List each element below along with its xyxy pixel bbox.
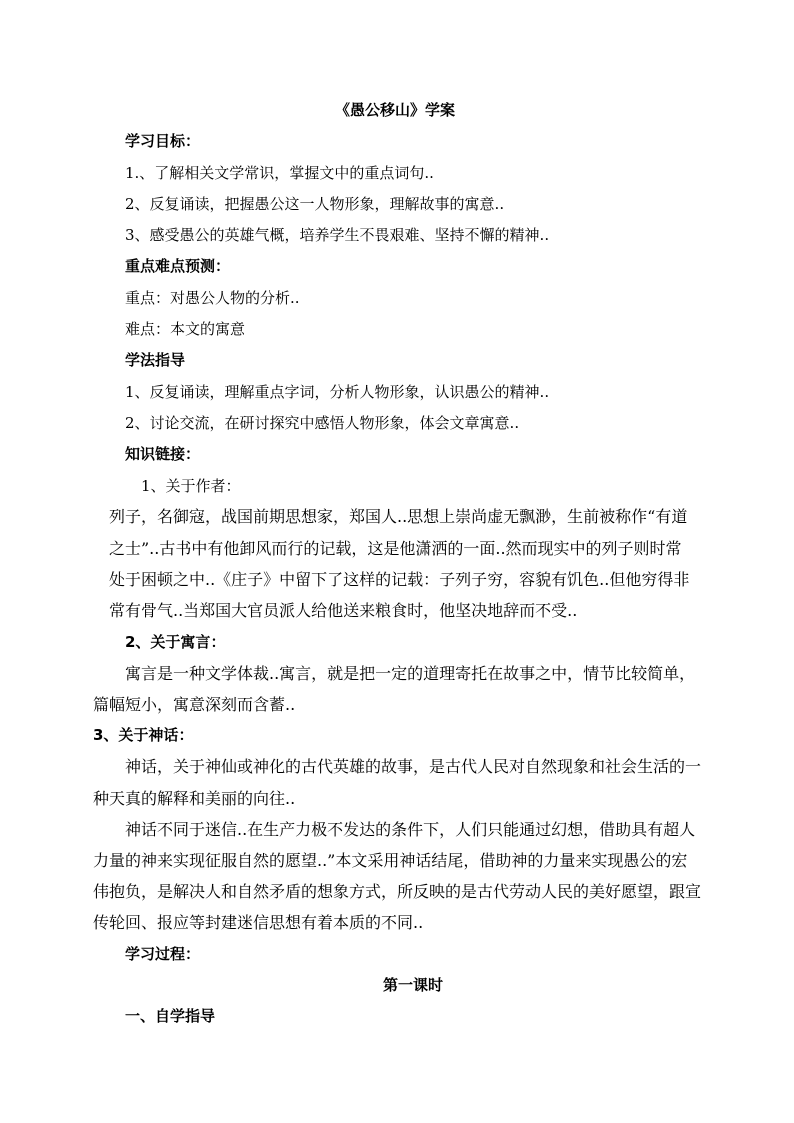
fable-line-1: 寓言是一种文学体裁..寓言，就是把一定的道理寄托在故事之中，情节比较简单，: [125, 664, 696, 683]
author-line-3: 处于困顿之中..《庄子》中留下了这样的记载：子列子穷，容貌有饥色..但他穷得非: [109, 570, 690, 589]
process-heading: 学习过程：: [125, 945, 201, 963]
myth-para2-line-3: 伟抱负，是解决人和自然矛盾的想象方式，所反映的是古代劳动人民的美好愿望，跟宣: [93, 882, 702, 901]
key-point-focus: 重点：对愚公人物的分析..: [125, 289, 300, 307]
myth-para2-line-4: 传轮回、报应等封建迷信思想有着本质的不同..: [93, 913, 424, 932]
fable-heading: 2、关于寓言：: [125, 633, 226, 651]
objective-item-2: 2、反复诵读，把握愚公这一人物形象，理解故事的寓意..: [125, 195, 505, 213]
author-heading: 1、关于作者：: [141, 477, 241, 495]
author-line-1: 列子，名御寇，战国前期思想家，郑国人..思想上崇尚虚无飘渺，生前被称作“有道: [109, 507, 688, 526]
objectives-heading: 学习目标：: [125, 132, 201, 150]
method-item-1: 1、反复诵读，理解重点字词，分析人物形象，认识愚公的精神..: [125, 383, 550, 401]
author-line-2: 之士”..古书中有他卸风而行的记载，这是他潇洒的一面..然而现实中的列子则时常: [109, 539, 682, 558]
objective-item-3: 3、感受愚公的英雄气概，培养学生不畏艰难、坚持不懈的精神..: [125, 226, 550, 244]
knowledge-heading: 知识链接：: [125, 445, 201, 463]
objective-item-1: 1.、了解相关文学常识，掌握文中的重点词句..: [125, 164, 434, 182]
key-point-difficulty: 难点：本文的寓意: [125, 320, 246, 338]
author-line-4: 常有骨气..当郑国大官员派人给他送来粮食时，他坚决地辞而不受..: [109, 601, 578, 620]
method-heading: 学法指导: [125, 351, 186, 369]
myth-para1-line-1: 神话，关于神仙或神化的古代英雄的故事，是古代人民对自然现象和社会生活的一: [125, 757, 702, 776]
myth-para2-line-1: 神话不同于迷信..在生产力极不发达的条件下，人们只能通过幻想，借助具有超人: [125, 820, 696, 839]
myth-para1-line-2: 种天真的解释和美丽的向往..: [93, 789, 296, 808]
section-heading: 一、自学指导: [125, 1007, 216, 1025]
doc-title: 《愚公移山》学案: [335, 101, 456, 119]
key-points-heading: 重点难点预测：: [125, 257, 231, 275]
method-item-2: 2、讨论交流，在研讨探究中感悟人物形象，体会文章寓意..: [125, 414, 520, 432]
myth-para2-line-2: 力量的神来实现征服自然的愿望..”本文采用神话结尾，借助神的力量来实现愚公的宏: [93, 851, 688, 870]
fable-line-2: 篇幅短小，寓意深刻而含蓄..: [93, 695, 296, 714]
myth-heading: 3、关于神话：: [93, 726, 194, 744]
lesson-title: 第一课时: [383, 976, 444, 994]
